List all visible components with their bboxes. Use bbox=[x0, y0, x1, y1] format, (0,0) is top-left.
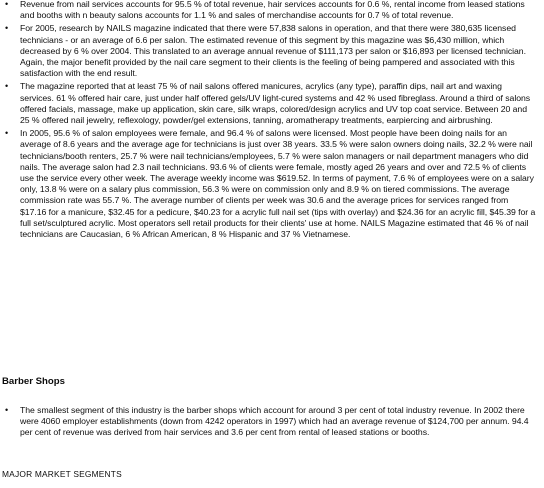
section-heading-barber-shops: Barber Shops bbox=[2, 376, 65, 387]
list-item bbox=[0, 405, 540, 439]
list-item bbox=[0, 23, 540, 79]
bullet-icon: • bbox=[5, 405, 9, 415]
list-item-text: The magazine reported that at least 75 % of nail salons offered manicures, acrylics (any type), paraffin dips, nail art and waxing services. 61 % offered hair care, just under half offered gels/UV light-cured systems and 42 % used fibreglass. Around a third of salons offered facials, massage, make up application, skin care, silk wraps, colored/design acrylics and UV top coat service. Between 20 and 25 % offered nail jewelry, reflexology, powder/gel extensions, tanning, aromatherapy treatments, earpiercing and airbrushing. bbox=[20, 81, 531, 126]
list-item-text: The smallest segment of this industry is the barber shops which account for around 3 per cent of total industry revenue. In 2002 there were 4060 employer establishments (down from 4242 operators in 1997) which had an average revenue of $124,700 per annum. 94.4 per cent of revenue was derived from hair services and 3.6 per cent from rental of leased stations or booths. bbox=[20, 405, 529, 438]
nail-salon-bullet-list bbox=[0, 0, 540, 242]
list-item-text: In 2005, 95.6 % of salon employees were female, and 96.4 % of salons were licensed. Most people have been doing nails for an average of 8.6 years and the average age for technicians is just over 38 years. 33.5 % were salon owners doing nails, 32.2 % were nail technicians/booth renters, 25.7 % were nail technicians/employees, 5.7 % were salon managers or nail department managers who did nails. The average salon had 2.3 nail technicians. 93.6 % of clients were female, mostly aged 26 years and over and 72.5 % of clients use the service every other week. The average weekly income was $619.52. In terms of payment, 7.6 % of employees were on a salary only, 13.8 % were on a salary plus commission, 56.3 % were on commission only and 8.9 % on tiered commissions. The average commission rate was 55.7 %. The average number of clients per week was 30.6 and the average prices for services ranged from $17.16 for a manicure, $32.45 for a pedicure, $40.23 for a acrylic full nail set (tips with overlay) and $24.36 for an acrylic fill, $45.39 for a full set/sculptured acrylic. Most operators sell retail products for their clients' use at home. NAILS Magazine estimated that 46 % of nail technicians are Caucasian, 6 % African American, 8 % Hispanic and 37 % Vietnamese. bbox=[20, 128, 536, 240]
list-item bbox=[0, 0, 540, 21]
bullet-icon: • bbox=[5, 81, 9, 92]
list-item-text: Revenue from nail services accounts for 95.5 % of total revenue, hair services accounts for 0.6 %, rental income from leased stations and booths with n beauty salons accounts for 1.1 % and sales of merchandise accounts for 0.7 % of total revenue. bbox=[20, 0, 525, 21]
bullet-icon: • bbox=[5, 23, 9, 34]
bullet-icon: • bbox=[5, 128, 9, 139]
list-item-text: For 2005, research by NAILS magazine indicated that there were 57,838 salons in operation, and that there were 380,635 licensed technicians - or an average of 6.6 per salon. The estimated revenue of this segment by this magazine was $6,430 million, which decreased by 6 % over 2004. This translated to an average annual revenue of $111,173 per salon or $16,893 per licensed technician. Again, the major benefit provided by the nail care segment to their clients is the feeling of being pampered and associated with this satisfaction with the end result. bbox=[20, 23, 526, 79]
list-item bbox=[0, 81, 540, 126]
list-item bbox=[0, 128, 540, 240]
barber-shops-bullet-list bbox=[0, 405, 540, 441]
bullet-icon: • bbox=[5, 0, 9, 9]
section-heading-major-market-segments: MAJOR MARKET SEGMENTS bbox=[2, 469, 122, 479]
